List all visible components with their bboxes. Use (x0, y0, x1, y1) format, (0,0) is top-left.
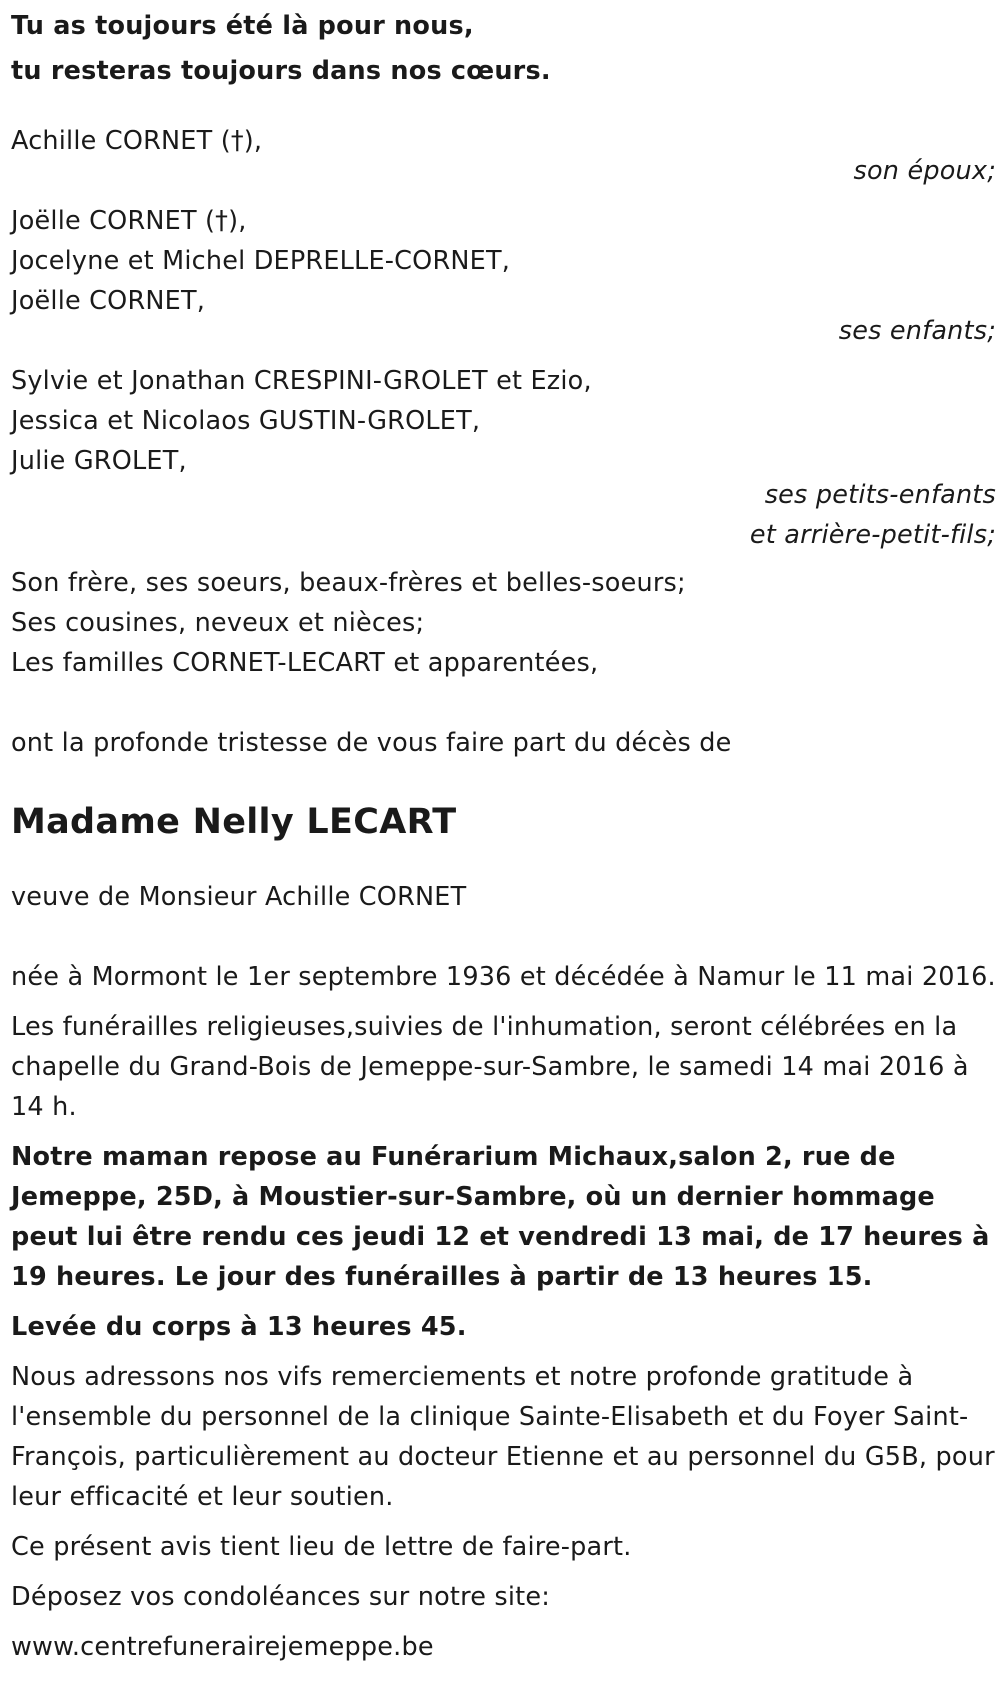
deceased-name: Madame Nelly LECART (11, 802, 457, 842)
condolences-label: Déposez vos condoléances sur notre site: (11, 1582, 551, 1612)
grandchild-name: Julie GROLET, (11, 446, 187, 476)
child-name: Joëlle CORNET (†), (11, 206, 247, 236)
epitaph (11, 0, 996, 91)
notice: Ce présent avis tient lieu de lettre de faire-part. (11, 1532, 632, 1562)
family-line: Ses cousines, neveux et nièces; (11, 608, 425, 638)
grandchildren-relation-line-2: et arrière-petit-fils; (749, 520, 996, 550)
extended-family-section (11, 563, 996, 683)
thanks: Nous adressons nos vifs remerciements et notre profonde gratitude à l'ensemble du personnel de la clinique Sainte-Elisabeth et du Foyer Saint-François, particulièrement au docteur Etienne et au personnel du G5B, pour leur efficacité et leur soutien. (11, 1362, 995, 1512)
spouse-name: Achille CORNET (†), (11, 126, 263, 156)
funeral-ceremony: Les funérailles religieuses,suivies de l'inhumation, seront célébrées en la chapelle du Grand-Bois de Jemeppe-sur-Sambre, le samedi 14 mai 2016 à 14 h. (11, 1012, 969, 1122)
epitaph-line-2: tu resteras toujours dans nos cœurs. (11, 56, 551, 86)
grandchild-name: Sylvie et Jonathan CRESPINI-GROLET et Ezio, (11, 366, 592, 396)
condolences-website-link[interactable]: www.centrefunerairejemeppe.be (11, 1632, 434, 1662)
spouse-relation: son époux; (853, 156, 996, 186)
levee-du-corps: Levée du corps à 13 heures 45. (11, 1312, 467, 1342)
grandchildren-relation-line-1: ses petits-enfants (764, 480, 996, 510)
birth-death: née à Mormont le 1er septembre 1936 et décédée à Namur le 11 mai 2016. (11, 962, 996, 992)
announcement: ont la profonde tristesse de vous faire part du décès de (11, 728, 732, 758)
widow-of: veuve de Monsieur Achille CORNET (11, 882, 467, 912)
children-relation: ses enfants; (838, 316, 996, 346)
children-section (11, 201, 996, 351)
family-line: Son frère, ses soeurs, beaux-frères et belles-soeurs; (11, 568, 686, 598)
spouse-section (11, 121, 996, 191)
obituary-content (11, 0, 996, 1667)
grandchildren-section (11, 361, 996, 555)
epitaph-line-1: Tu as toujours été là pour nous, (11, 11, 474, 41)
grandchild-name: Jessica et Nicolaos GUSTIN-GROLET, (11, 406, 481, 436)
family-line: Les familles CORNET-LECART et apparentées, (11, 648, 599, 678)
child-name: Jocelyne et Michel DEPRELLE-CORNET, (11, 246, 511, 276)
child-name: Joëlle CORNET, (11, 286, 206, 316)
funeral-repose: Notre maman repose au Funérarium Michaux,salon 2, rue de Jemeppe, 25D, à Moustier-sur-Sambre, où un dernier hommage peut lui être rendu ces jeudi 12 et vendredi 13 mai, de 17 heures à 19 heures. Le jour des funérailles à partir de 13 heures 15. (11, 1142, 990, 1292)
